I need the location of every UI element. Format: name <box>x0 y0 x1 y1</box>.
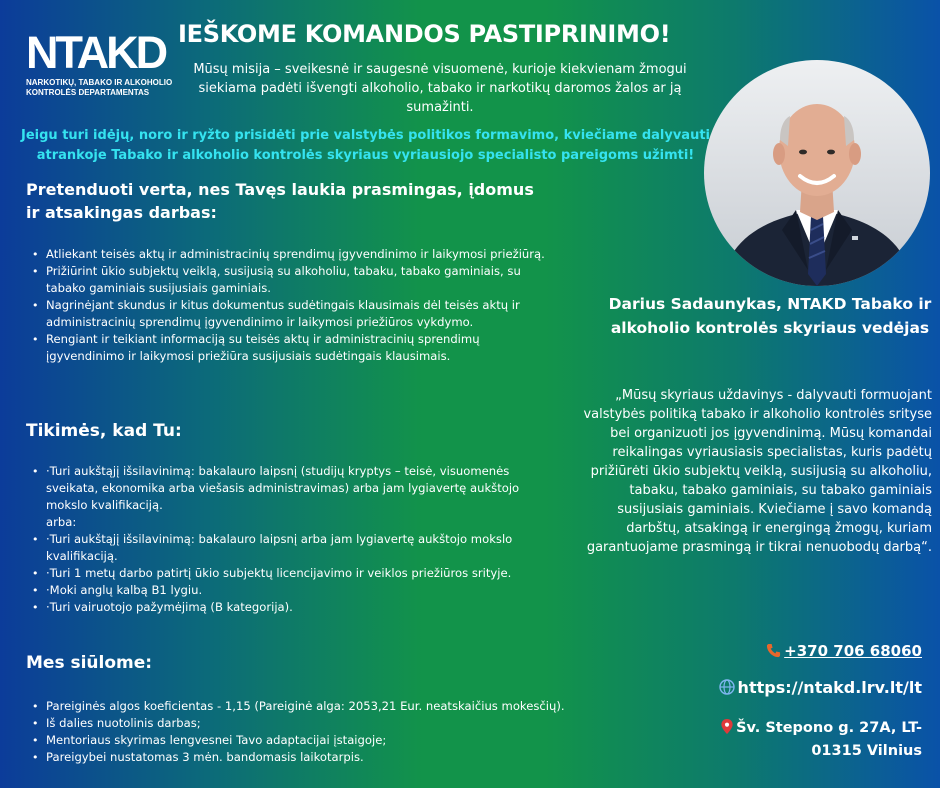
phone-icon <box>766 643 781 662</box>
list-item: • ·Turi aukštąjį išsilavinimą: bakalauro laipsnį arba jam lygiavertę aukštojo mokslo kvalifikaciją. <box>26 531 526 565</box>
globe-icon <box>719 679 735 699</box>
list-item: • Mentoriaus skyrimas lengvesnei Tavo adaptacijai įstaigoje; <box>26 732 606 749</box>
person-quote: „Mūsų skyriaus uždavinys - dalyvauti formuojant valstybės politiką tabako ir alkoholio kontrolės srityse bei organizuoti jos įgyvendinimą. Mūsų komandai reikalingas vyriausiasis specialistas, kuris padėtų prižiūrėti ūkio subjektų veiklą, susijusią su alkoholiu, tabaku, tabako gaminiais, su tabako gaminiais susijusiais gaminiais. Kviečiame į savo komandą darbštų, atsakingą ir energingą žmogų, kuriam garantuojame prasmingą ir tikrai nenuobodų darbą“. <box>583 388 932 555</box>
list-item: • Pareiginės algos koeficientas - 1,15 (Pareiginė alga: 2053,21 Eur. neatskaičius mokesčių). <box>26 698 606 715</box>
offer-heading: Mes siūlome: <box>26 653 153 673</box>
list-item: • Atliekant teisės aktų ir administracinių sprendimų įgyvendinimo ir laikymosi priežiūrą. <box>26 246 556 263</box>
list-item: • Nagrinėjant skundus ir kitus dokumentus sudėtingais klausimais dėl teisės aktų ir administracinių sprendimų įgyvendinimo ir laikymosi priežiūros vykdymo. <box>26 297 556 331</box>
person-illustration <box>704 60 930 286</box>
list-item: • ·Moki anglų kalbą B1 lygiu. <box>26 582 526 599</box>
logo-subtitle <box>26 78 176 98</box>
headline: IEŠKOME KOMANDOS PASTIPRINIMO! <box>178 20 671 48</box>
logo-subtitle-line2: KONTROLĖS DEPARTAMENTAS <box>26 88 150 97</box>
offer-list <box>26 698 606 766</box>
list-item: • ·Turi 1 metų darbo patirtį ūkio subjektų licencijavimo ir veiklos priežiūros srityje. <box>26 565 526 582</box>
ntakd-logo <box>26 27 176 98</box>
mission-text: Mūsų misija – sveikesnė ir saugesnė visuomenė, kurioje kiekvienam žmogui siekiama padėti išvengti alkoholio, tabako ir narkotikų daromos žalos ar ją sumažinti. <box>193 62 687 115</box>
person-name: Darius Sadaunykas, NTAKD Tabako ir alkoholio kontrolės skyriaus vedėjas <box>608 295 932 337</box>
tasks-list <box>26 246 556 365</box>
invitation-text: Jeigu turi idėjų, noro ir ryžto prisidėti prie valstybės politikos formavimo, kviečiame dalyvauti atrankoje Tabako ir alkoholio kontrolės skyriaus vyriausiojo specialisto pareigoms užimti! <box>21 128 710 163</box>
contact-phone[interactable] <box>766 642 922 662</box>
logo-subtitle-line1: NARKOTIKŲ, TABAKO IR ALKOHOLIO <box>26 78 173 87</box>
website-link[interactable]: https://ntakd.lrv.lt/lt <box>737 678 922 697</box>
list-item: • ·Turi vairuotojo pažymėjimą (B kategorija). <box>26 599 526 616</box>
list-item-or: arba: <box>46 515 77 529</box>
phone-number[interactable]: +370 706 68060 <box>784 642 922 660</box>
list-item: • Prižiūrint ūkio subjektų veiklą, susijusią su alkoholiu, tabaku, tabako gaminiais, su tabako gaminiais susijusiais gaminiais. <box>26 263 556 297</box>
address-text: Šv. Stepono g. 27A, LT-01315 Vilnius <box>736 720 922 759</box>
requirements-heading: Tikimės, kad Tu: <box>26 421 182 441</box>
person-photo <box>704 60 930 286</box>
tasks-heading: Pretenduoti verta, nes Tavęs laukia prasmingas, įdomus ir atsakingas darbas: <box>26 180 534 222</box>
contact-address <box>702 718 922 762</box>
list-item: • ·Turi aukštąjį išsilavinimą: bakalauro laipsnį (studijų kryptys – teisė, visuomenės sveikata, ekonomika arba viešasis administravimas) arba jam lygiavertę aukštojo mokslo kvalifikaciją. <box>26 463 526 514</box>
list-item: • Iš dalies nuotolinis darbas; <box>26 715 606 732</box>
logo-word: NTAKD <box>26 27 166 78</box>
pin-icon <box>721 719 733 741</box>
contact-website[interactable] <box>719 678 922 699</box>
requirements-list <box>26 463 526 616</box>
list-item: • Rengiant ir teikiant informaciją su teisės aktų ir administracinių sprendimų įgyvendinimo ir laikymosi priežiūra susijusiais sudėtingais klausimais. <box>26 331 556 365</box>
list-item: • Pareigybei nustatomas 3 mėn. bandomasis laikotarpis. <box>26 749 606 766</box>
